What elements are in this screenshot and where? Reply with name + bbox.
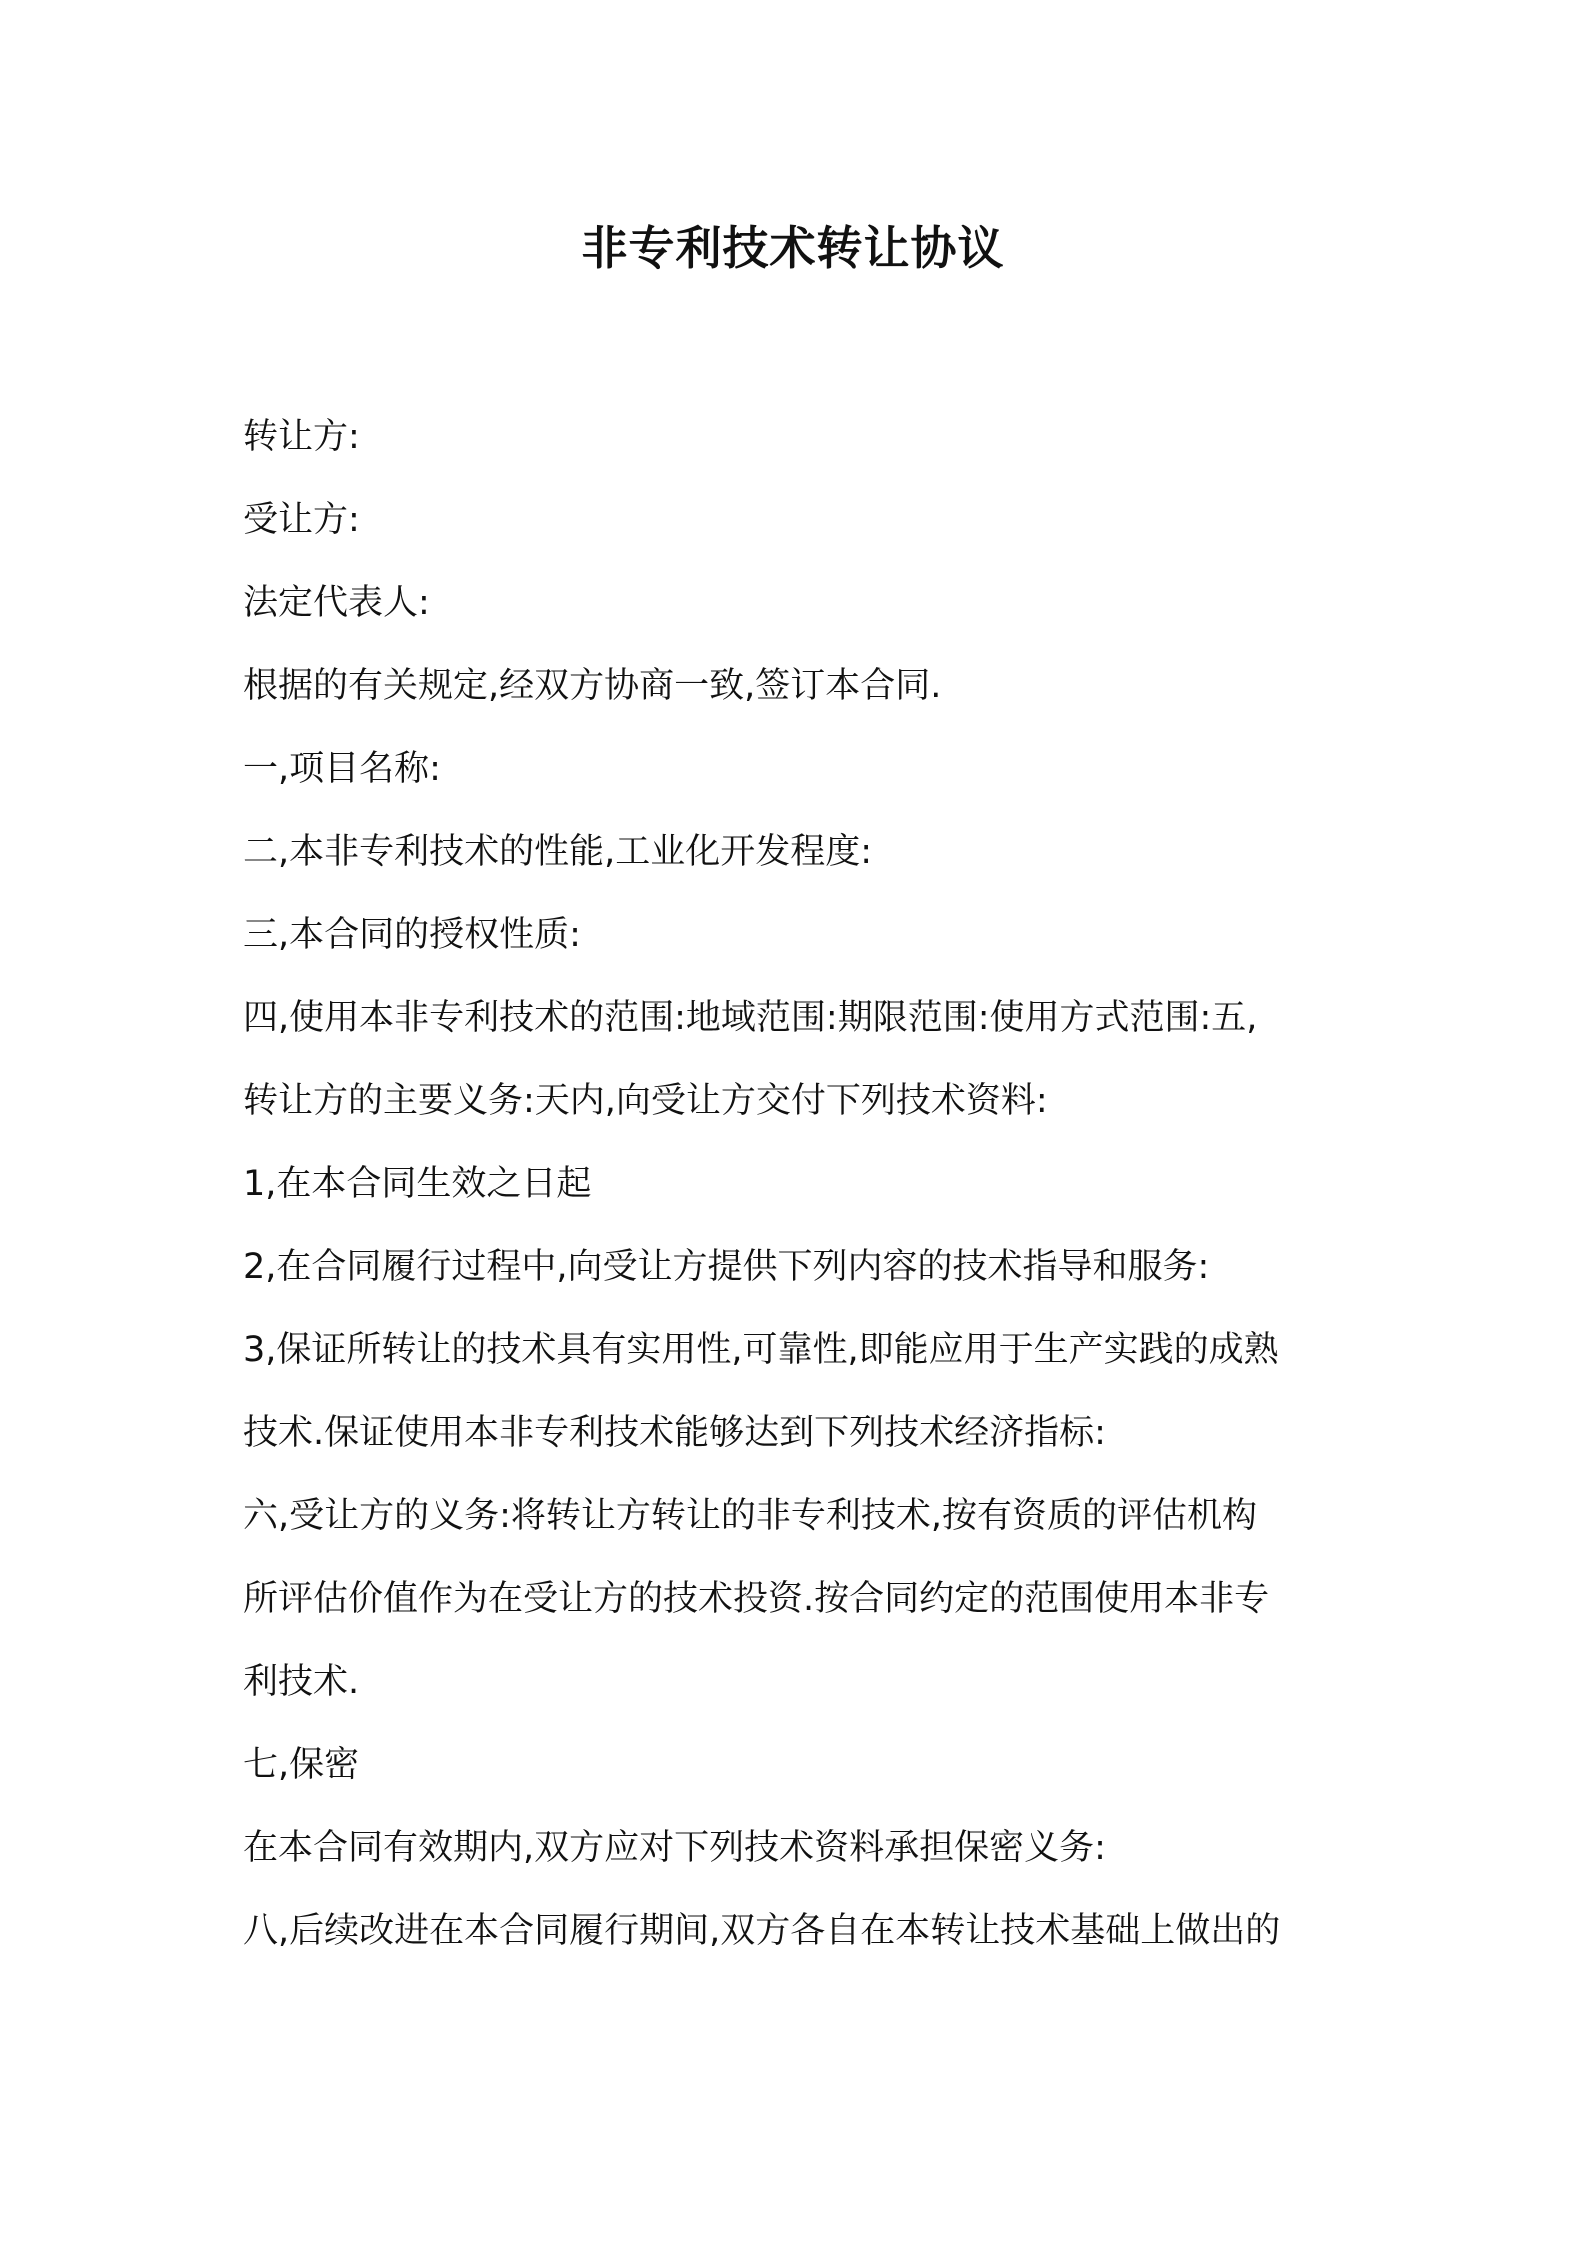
document-body (243, 407, 1363, 1984)
text-line: 六,受让方的义务:将转让方转让的非专利技术,按有资质的评估机构 (243, 1496, 1258, 1536)
text-line: 转让方的主要义务:天内,向受让方交付下列技术资料: (243, 1081, 1048, 1121)
text-line: 所评估价值作为在受让方的技术投资.按合同约定的范围使用本非专 (243, 1579, 1270, 1619)
text-line: 二,本非专利技术的性能,工业化开发程度: (243, 832, 873, 872)
text-line: 1,在本合同生效之日起 (243, 1164, 592, 1204)
text-line: 四,使用本非专利技术的范围:地域范围:期限范围:使用方式范围:五, (243, 998, 1258, 1038)
text-line: 2,在合同履行过程中,向受让方提供下列内容的技术指导和服务: (243, 1247, 1210, 1287)
text-line: 受让方: (243, 500, 360, 540)
text-line: 3,保证所转让的技术具有实用性,可靠性,即能应用于生产实践的成熟 (243, 1330, 1279, 1370)
text-line: 法定代表人: (243, 583, 430, 623)
text-line: 利技术. (243, 1662, 360, 1702)
text-line: 七,保密 (243, 1745, 360, 1785)
text-line: 在本合同有效期内,双方应对下列技术资料承担保密义务: (243, 1828, 1106, 1868)
text-line: 转让方: (243, 417, 360, 457)
document-title: 非专利技术转让协议 (581, 221, 1005, 275)
text-line: 根据的有关规定,经双方协商一致,签订本合同. (243, 666, 942, 706)
text-line: 技术.保证使用本非专利技术能够达到下列技术经济指标: (243, 1413, 1106, 1453)
text-line: 一,项目名称: (243, 749, 441, 789)
text-line: 三,本合同的授权性质: (243, 915, 581, 955)
text-line: 八,后续改进在本合同履行期间,双方各自在本转让技术基础上做出的 (243, 1911, 1281, 1951)
